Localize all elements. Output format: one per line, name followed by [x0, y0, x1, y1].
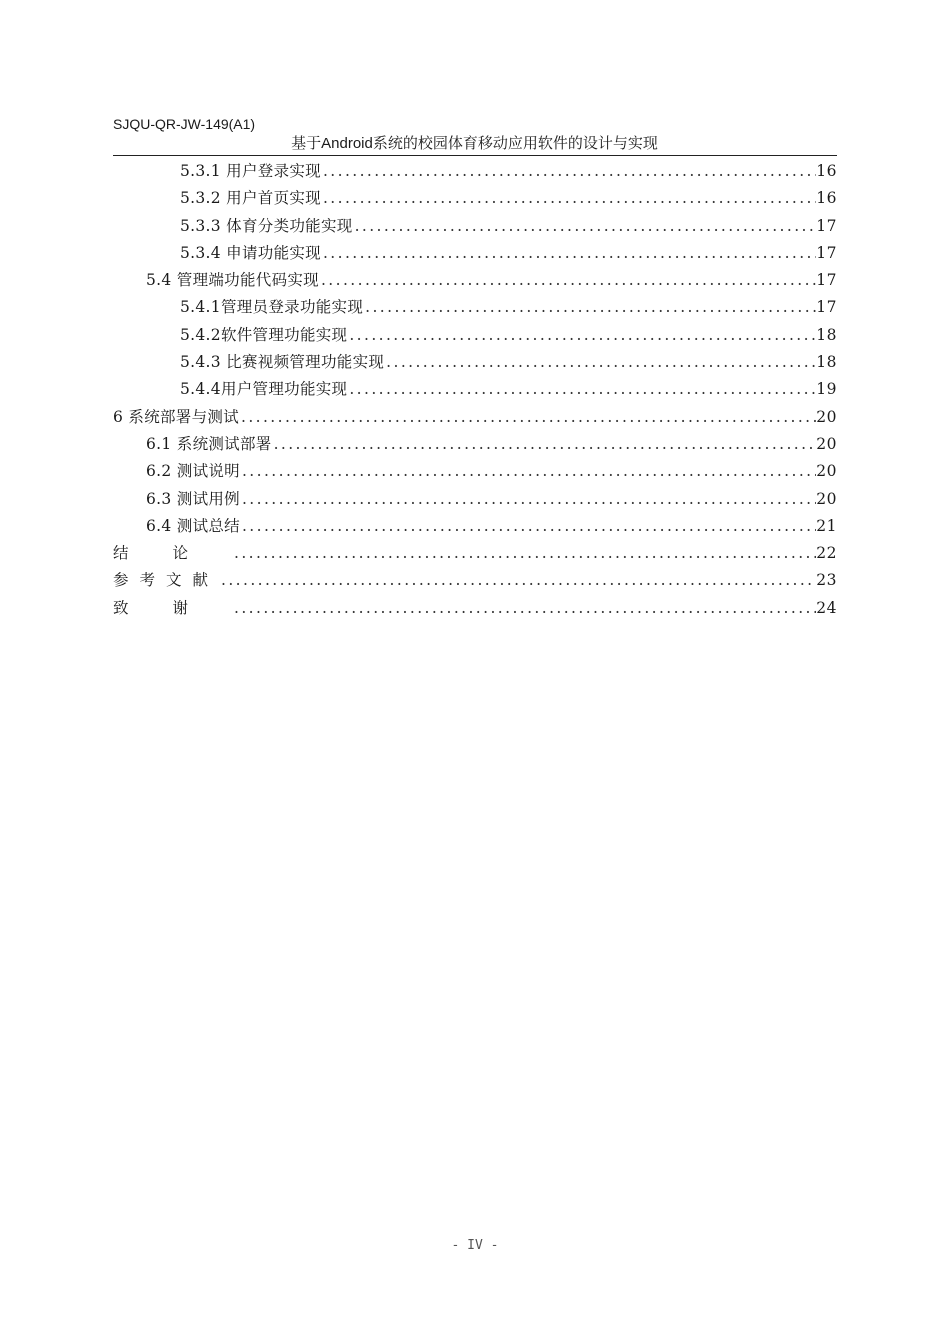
toc-dot-leader: [240, 458, 816, 485]
toc-entry[interactable]: [113, 431, 837, 458]
toc-dot-leader: [321, 185, 816, 212]
toc-dot-leader: [363, 294, 816, 321]
toc-dot-leader: [272, 431, 817, 458]
toc-entry-label: 6.1 系统测试部署: [146, 434, 272, 453]
toc-entry[interactable]: [113, 376, 837, 403]
header-rule: [113, 155, 837, 156]
toc-entry[interactable]: [113, 158, 837, 185]
toc-entry[interactable]: [113, 513, 837, 540]
table-of-contents: [113, 158, 837, 622]
toc-entry-label: 致谢: [113, 598, 233, 617]
toc-dot-leader: [353, 213, 817, 240]
toc-entry-page: 17: [816, 271, 837, 290]
toc-entry[interactable]: [113, 595, 837, 622]
toc-dot-leader: [347, 322, 816, 349]
toc-entry-page: 21: [816, 516, 837, 535]
toc-dot-leader: [321, 158, 816, 185]
toc-entry-page: 17: [816, 243, 837, 262]
toc-entry-page: 17: [816, 298, 837, 317]
toc-dot-leader: [232, 540, 816, 567]
toc-entry[interactable]: [113, 404, 837, 431]
toc-entry[interactable]: [113, 458, 837, 485]
toc-entry-page: 16: [816, 162, 837, 180]
toc-entry-label: 5.4.1管理员登录功能实现: [180, 298, 364, 317]
toc-dot-leader: [384, 349, 816, 376]
toc-entry[interactable]: [113, 540, 837, 567]
toc-entry[interactable]: [113, 486, 837, 513]
toc-dot-leader: [319, 267, 816, 294]
toc-entry-label: 5.4.2软件管理功能实现: [180, 325, 348, 344]
toc-dot-leader: [239, 404, 816, 431]
running-header-title: 基于Android系统的校园体育移动应用软件的设计与实现: [291, 135, 658, 152]
toc-dot-leader: [219, 567, 816, 594]
toc-entry-page: 23: [816, 571, 837, 590]
toc-dot-leader: [321, 240, 816, 267]
toc-entry-label: 6.4 测试总结: [146, 516, 240, 535]
toc-entry-label: 5.4 管理端功能代码实现: [146, 271, 319, 290]
toc-entry-label: 参考文献: [113, 571, 220, 590]
toc-entry-label: 结论: [113, 544, 233, 563]
toc-entry-label: 6.3 测试用例: [146, 489, 240, 508]
toc-dot-leader: [232, 595, 816, 622]
toc-dot-leader: [347, 376, 816, 403]
toc-entry[interactable]: [113, 294, 837, 321]
toc-entry-label: 5.3.3 体育分类功能实现: [180, 216, 353, 235]
toc-entry-label: 5.4.3 比赛视频管理功能实现: [180, 353, 385, 372]
page-number: - IV -: [451, 1238, 499, 1253]
toc-entry-page: 18: [816, 325, 837, 344]
toc-entry-label: 5.4.4用户管理功能实现: [180, 380, 348, 399]
toc-entry-page: 18: [816, 353, 837, 372]
toc-entry-page: 20: [816, 489, 837, 508]
toc-dot-leader: [240, 486, 816, 513]
toc-entry[interactable]: [113, 349, 837, 376]
toc-entry-page: 17: [816, 216, 837, 235]
toc-dot-leader: [240, 513, 816, 540]
toc-entry[interactable]: [113, 213, 837, 240]
toc-entry-label: 5.3.1 用户登录实现: [180, 162, 321, 180]
toc-entry-label: 5.3.4 申请功能实现: [180, 243, 321, 262]
toc-entry-page: 20: [816, 462, 837, 481]
toc-entry[interactable]: [113, 567, 837, 594]
toc-entry-label: 5.3.2 用户首页实现: [180, 189, 321, 208]
toc-entry-page: 20: [816, 434, 837, 453]
toc-entry-page: 22: [816, 544, 837, 563]
toc-entry-label: 6 系统部署与测试: [113, 407, 239, 426]
toc-entry-page: 20: [816, 407, 837, 426]
toc-entry[interactable]: [113, 240, 837, 267]
toc-entry-page: 24: [816, 598, 837, 617]
toc-entry-page: 16: [816, 189, 837, 208]
document-code: SJQU-QR-JW-149(A1): [113, 116, 256, 132]
toc-entry[interactable]: [113, 322, 837, 349]
toc-entry-label: 6.2 测试说明: [146, 462, 240, 481]
toc-entry[interactable]: [113, 267, 837, 294]
toc-entry-page: 19: [816, 380, 837, 399]
toc-entry[interactable]: [113, 185, 837, 212]
